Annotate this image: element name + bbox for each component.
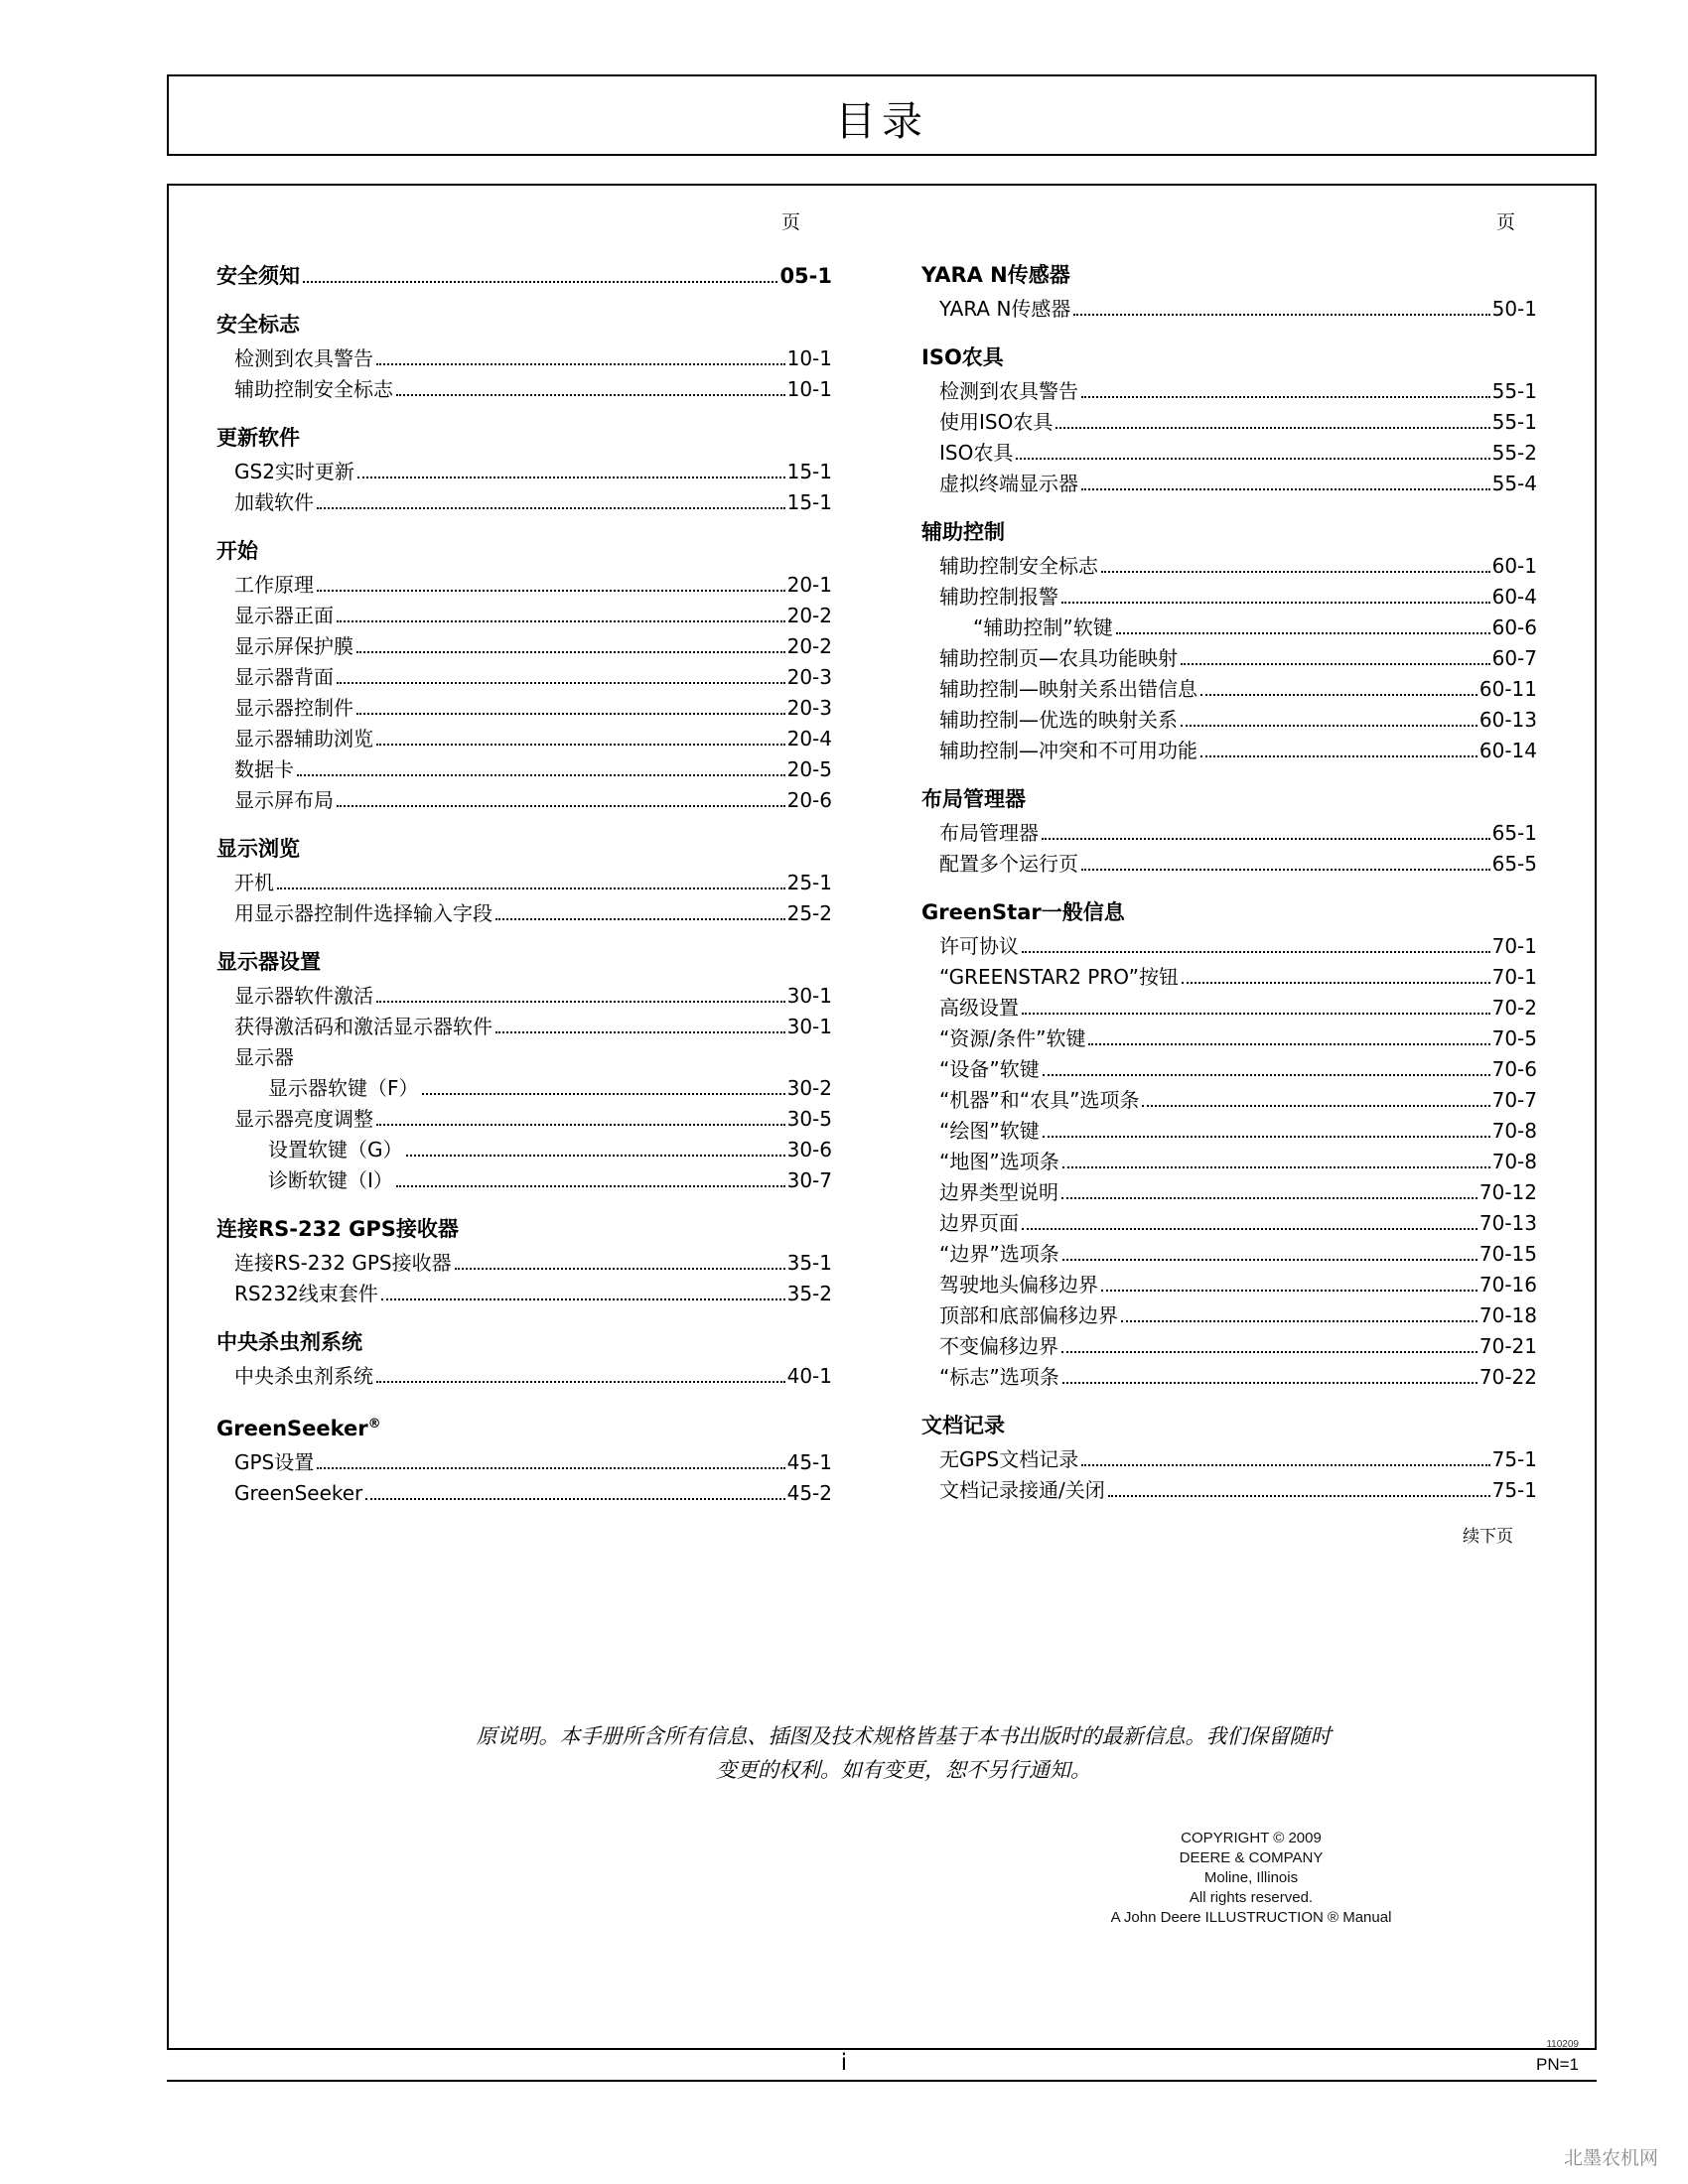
toc-entry-page: 70-8	[1491, 1119, 1537, 1143]
toc-entry-page: 70-13	[1478, 1211, 1537, 1235]
toc-entry-label: 开机	[234, 871, 274, 894]
toc-entry-page: 55-2	[1491, 441, 1537, 465]
toc-entry-page: 20-4	[786, 727, 832, 751]
dot-leader	[1116, 631, 1490, 634]
dot-leader	[1073, 313, 1489, 316]
dot-leader	[303, 280, 777, 283]
toc-entry-label: 显示器背面	[234, 665, 334, 689]
toc-heading-page: 05-1	[779, 264, 832, 288]
folio-number: i	[840, 2050, 848, 2076]
dot-leader	[1121, 1319, 1477, 1322]
toc-entry[interactable]	[216, 631, 832, 662]
toc-entry-page: 70-21	[1478, 1334, 1537, 1358]
toc-entry-label: 工作原理	[234, 573, 314, 597]
dot-leader	[277, 887, 785, 889]
dot-leader	[376, 362, 785, 365]
toc-entry-page: 15-1	[786, 460, 832, 483]
dot-leader	[356, 650, 785, 653]
toc-section-heading: 布局管理器	[921, 787, 1026, 811]
toc-entry-label: GreenSeeker	[234, 1481, 363, 1505]
toc-entry-page: 30-1	[786, 1015, 832, 1038]
toc-entry-page: 70-7	[1491, 1088, 1537, 1112]
toc-entry-page: 70-2	[1491, 996, 1537, 1020]
toc-entry[interactable]	[921, 1270, 1537, 1300]
toc-entry[interactable]	[921, 643, 1537, 674]
toc-entry[interactable]	[921, 438, 1537, 469]
title-box	[167, 74, 1597, 156]
toc-entry-page: 70-22	[1478, 1365, 1537, 1389]
toc-entry-label: 检测到农具警告	[234, 346, 373, 370]
toc-entry-page: 35-2	[786, 1282, 832, 1305]
toc-entry-label: “GREENSTAR2 PRO”按钮	[939, 965, 1180, 989]
dot-leader	[317, 589, 785, 592]
dot-leader	[396, 1184, 785, 1187]
toc-entry[interactable]	[216, 693, 832, 724]
copyright-block	[943, 1829, 1559, 1928]
toc-entry-page: 50-1	[1491, 297, 1537, 321]
toc-entry[interactable]	[216, 487, 832, 518]
toc-entry[interactable]	[921, 376, 1537, 407]
toc-entry[interactable]	[216, 1042, 832, 1073]
original-instructions-note: 原说明。本手册所含所有信息、插图及技术规格皆基于本书出版时的最新信息。我们保留随时变更的权利。如有变更，恕不另行通知。	[476, 1724, 1332, 1782]
dot-leader	[1061, 601, 1490, 604]
column-page-label-left: 页	[780, 211, 800, 233]
toc-group	[216, 310, 832, 405]
toc-entry-page: 20-3	[786, 665, 832, 689]
toc-entry[interactable]	[216, 343, 832, 374]
toc-entry-page: 55-1	[1491, 410, 1537, 434]
toc-entry[interactable]	[216, 601, 832, 631]
toc-entry[interactable]	[921, 1208, 1537, 1239]
toc-entry[interactable]	[921, 931, 1537, 962]
toc-entry[interactable]	[921, 962, 1537, 993]
toc-group	[216, 536, 832, 816]
toc-section-heading: 文档记录	[921, 1414, 1005, 1437]
dot-leader	[1055, 426, 1489, 429]
toc-entry[interactable]	[921, 582, 1537, 613]
toc-entry-page: 70-12	[1478, 1180, 1537, 1204]
toc-section-heading: GreenStar一般信息	[921, 900, 1125, 924]
dot-leader	[1062, 1381, 1477, 1384]
toc-group	[216, 1410, 832, 1509]
toc-entry-page: 35-1	[786, 1251, 832, 1275]
toc-entry[interactable]	[216, 898, 832, 929]
dot-leader	[1062, 1165, 1490, 1168]
toc-group	[921, 897, 1537, 1393]
toc-column-left	[216, 207, 832, 1509]
watermark: 北墨农机网	[1563, 2147, 1658, 2169]
dot-leader	[1081, 868, 1490, 871]
toc-entry[interactable]	[921, 1239, 1537, 1270]
toc-group	[216, 423, 832, 518]
toc-entry-label: 辅助控制安全标志	[234, 377, 393, 401]
dot-leader	[376, 1123, 785, 1126]
copyright-line: All rights reserved.	[1189, 1889, 1314, 1906]
toc-entry-label: 使用ISO农具	[939, 410, 1054, 434]
dot-leader	[357, 476, 785, 478]
dot-leader	[1088, 1042, 1489, 1045]
toc-entry-label: 检测到农具警告	[939, 379, 1078, 403]
dot-leader	[297, 1063, 830, 1064]
toc-entry-label: 不变偏移边界	[939, 1334, 1058, 1358]
dot-leader	[406, 1154, 785, 1157]
toc-column-right	[921, 207, 1537, 1547]
toc-entry-page: 70-1	[1491, 934, 1537, 958]
dot-leader	[365, 1497, 784, 1500]
toc-group	[921, 517, 1537, 766]
toc-entry-label: 诊断软键（I）	[268, 1168, 393, 1192]
toc-section-heading: 显示器设置	[216, 950, 321, 974]
toc-entry[interactable]	[921, 1362, 1537, 1393]
toc-entry[interactable]	[216, 1361, 832, 1392]
dot-leader	[1182, 981, 1490, 984]
toc-entry[interactable]	[216, 1447, 832, 1478]
toc-entry-label: 辅助控制安全标志	[939, 554, 1098, 578]
toc-entry-page: 20-5	[786, 757, 832, 781]
toc-entry-page: 70-15	[1478, 1242, 1537, 1266]
toc-entry-label: 数据卡	[234, 757, 294, 781]
dot-leader	[381, 1297, 785, 1300]
dot-leader	[1061, 1350, 1477, 1353]
part-number: PN=1	[1536, 2055, 1579, 2074]
toc-entry[interactable]	[921, 849, 1537, 880]
toc-entry-page: 70-1	[1491, 965, 1537, 989]
dot-leader	[495, 1030, 785, 1033]
toc-entry-page: 60-13	[1478, 708, 1537, 732]
dot-leader	[1101, 1289, 1477, 1292]
dot-leader	[1022, 950, 1490, 953]
toc-entry-label: 显示屏布局	[234, 788, 334, 812]
toc-entry[interactable]	[921, 1024, 1537, 1054]
toc-group	[216, 260, 832, 292]
toc-entry[interactable]	[921, 551, 1537, 582]
toc-entry-page: 30-1	[786, 984, 832, 1008]
toc-entry[interactable]	[921, 1116, 1537, 1147]
toc-content-frame	[167, 184, 1597, 2050]
dot-leader	[297, 773, 785, 776]
dot-leader	[376, 1380, 785, 1383]
toc-entry-label: 辅助控制页—农具功能映射	[939, 646, 1178, 670]
copyright-line: A John Deere ILLUSTRUCTION ® Manual	[1110, 1909, 1392, 1926]
toc-entry-label: “机器”和“农具”选项条	[939, 1088, 1140, 1112]
dot-leader	[1108, 1494, 1490, 1497]
toc-entry-label: 显示器控制件	[234, 696, 353, 720]
toc-entry-label: “资源/条件”软键	[939, 1026, 1086, 1050]
toc-entry-page: 15-1	[786, 490, 832, 514]
toc-group	[216, 1214, 832, 1309]
dot-leader	[1022, 1227, 1477, 1230]
toc-entry[interactable]	[216, 1104, 832, 1135]
toc-entry[interactable]	[921, 1300, 1537, 1331]
toc-entry-label: 显示器	[234, 1045, 294, 1069]
column-page-label-right: 页	[1495, 211, 1515, 233]
dot-leader	[1061, 1196, 1477, 1199]
dot-leader	[495, 917, 785, 920]
toc-heading-entry[interactable]	[216, 260, 832, 292]
dot-leader	[337, 681, 785, 684]
toc-entry[interactable]	[921, 469, 1537, 499]
toc-entry-label: 驾驶地头偏移边界	[939, 1273, 1098, 1297]
toc-entry[interactable]	[921, 407, 1537, 438]
toc-entry-label: 布局管理器	[939, 821, 1039, 845]
toc-entry-page: 70-8	[1491, 1150, 1537, 1173]
toc-entry-page: 30-7	[786, 1168, 832, 1192]
toc-entry[interactable]	[216, 1248, 832, 1279]
toc-entry[interactable]	[921, 613, 1537, 643]
toc-entry-page: 20-6	[786, 788, 832, 812]
dot-leader	[1200, 693, 1477, 696]
dot-leader	[1043, 1073, 1490, 1076]
toc-entry[interactable]	[921, 993, 1537, 1024]
dot-leader	[1081, 395, 1490, 398]
toc-entry[interactable]	[216, 374, 832, 405]
toc-entry-page: 70-6	[1491, 1057, 1537, 1081]
toc-section-heading: 更新软件	[216, 426, 300, 450]
print-code: 110209	[1546, 2039, 1579, 2050]
toc-entry-label: 配置多个运行页	[939, 852, 1078, 876]
toc-entry[interactable]	[921, 1475, 1537, 1506]
toc-entry-page: 70-18	[1478, 1303, 1537, 1327]
toc-entry-label: “标志”选项条	[939, 1365, 1059, 1389]
toc-entry-label: 文档记录接通/关闭	[939, 1478, 1105, 1502]
dot-leader	[317, 1466, 784, 1469]
toc-entry-page: 20-2	[786, 604, 832, 627]
toc-entry[interactable]	[216, 754, 832, 785]
toc-entry-page: 45-1	[786, 1450, 832, 1474]
toc-entry-page: 30-2	[786, 1076, 832, 1100]
toc-group	[216, 1327, 832, 1392]
toc-entry-page: 60-4	[1491, 585, 1537, 609]
toc-entry-label: 许可协议	[939, 934, 1019, 958]
toc-entry[interactable]	[921, 736, 1537, 766]
dot-leader	[422, 1092, 785, 1095]
toc-entry-label: “设备”软键	[939, 1057, 1040, 1081]
toc-entry-page: 60-11	[1478, 677, 1537, 701]
toc-group	[921, 784, 1537, 880]
toc-entry-page: 60-1	[1491, 554, 1537, 578]
toc-entry-label: GS2实时更新	[234, 460, 354, 483]
registered-mark: ®	[367, 1417, 381, 1432]
toc-group	[921, 260, 1537, 325]
dot-leader	[1062, 1258, 1477, 1261]
toc-entry[interactable]	[216, 662, 832, 693]
toc-entry-label: 辅助控制—冲突和不可用功能	[939, 739, 1197, 762]
toc-entry-label: 显示器辅助浏览	[234, 727, 373, 751]
toc-group	[921, 342, 1537, 499]
toc-entry[interactable]	[216, 1165, 832, 1196]
toc-entry-label: GPS设置	[234, 1450, 315, 1474]
toc-entry[interactable]	[216, 981, 832, 1012]
dot-leader	[1022, 1012, 1490, 1015]
footer-rule	[167, 2080, 1597, 2082]
toc-entry-page: 60-7	[1491, 646, 1537, 670]
toc-section-heading: 显示浏览	[216, 837, 300, 861]
toc-entry-page: 25-1	[786, 871, 832, 894]
toc-entry[interactable]	[216, 457, 832, 487]
toc-entry-label: “边界”选项条	[939, 1242, 1059, 1266]
toc-entry[interactable]	[216, 570, 832, 601]
toc-entries-left	[216, 260, 832, 1509]
dot-leader	[455, 1267, 785, 1270]
toc-section-heading: YARA N传感器	[921, 263, 1070, 287]
toc-section-heading: ISO农具	[921, 345, 1004, 369]
toc-entry[interactable]	[921, 705, 1537, 736]
dot-leader	[396, 393, 785, 396]
toc-entry-label: 中央杀虫剂系统	[234, 1364, 373, 1388]
toc-entry-page: 75-1	[1491, 1478, 1537, 1502]
toc-entry-label: 高级设置	[939, 996, 1019, 1020]
toc-entry-label: 显示器软件激活	[234, 984, 373, 1008]
toc-entry[interactable]	[921, 674, 1537, 705]
toc-entry-page: 65-1	[1491, 821, 1537, 845]
toc-entry-page: 10-1	[786, 346, 832, 370]
toc-entries-right	[921, 260, 1537, 1506]
toc-entry-label: ISO农具	[939, 441, 1014, 465]
dot-leader	[1200, 754, 1477, 757]
toc-entry-label: RS232线束套件	[234, 1282, 378, 1305]
toc-entry-page: 40-1	[786, 1364, 832, 1388]
page-title: 目录	[835, 97, 928, 145]
toc-entry-page: 55-4	[1491, 472, 1537, 495]
toc-section-heading: 连接RS-232 GPS接收器	[216, 1217, 459, 1241]
toc-entry[interactable]	[216, 1135, 832, 1165]
toc-entry-label: “地图”选项条	[939, 1150, 1059, 1173]
dot-leader	[1042, 837, 1490, 840]
toc-entry-page: 20-1	[786, 573, 832, 597]
toc-section-heading: 开始	[216, 539, 258, 563]
dot-leader	[1181, 724, 1477, 727]
toc-entry-label: 辅助控制—优选的映射关系	[939, 708, 1178, 732]
copyright-line: Moline, Illinois	[1203, 1869, 1299, 1886]
toc-entry[interactable]	[921, 1085, 1537, 1116]
toc-entry-page: 70-16	[1478, 1273, 1537, 1297]
toc-entry-page: 20-3	[786, 696, 832, 720]
dot-leader	[1043, 1135, 1490, 1138]
toc-entry[interactable]	[921, 294, 1537, 325]
toc-entry[interactable]	[921, 1177, 1537, 1208]
toc-entry-label: 显示器正面	[234, 604, 334, 627]
toc-entry-label: YARA N传感器	[939, 297, 1071, 321]
dot-leader	[376, 743, 785, 746]
toc-heading-label: 安全须知	[216, 264, 300, 288]
toc-entry-page: 45-2	[786, 1481, 832, 1505]
toc-entry[interactable]	[216, 868, 832, 898]
dot-leader	[1142, 1104, 1489, 1107]
toc-entry-page: 60-14	[1478, 739, 1537, 762]
toc-entry[interactable]	[921, 1331, 1537, 1362]
toc-entry-label: 虚拟终端显示器	[939, 472, 1078, 495]
toc-entry[interactable]	[921, 1054, 1537, 1085]
toc-entry-label: “辅助控制”软键	[973, 615, 1113, 639]
toc-entry-label: 显示屏保护膜	[234, 634, 353, 658]
toc-entry-label: 边界页面	[939, 1211, 1019, 1235]
dot-leader	[1081, 487, 1490, 490]
toc-entry[interactable]	[216, 724, 832, 754]
toc-entry-page: 10-1	[786, 377, 832, 401]
toc-section-heading: 辅助控制	[921, 520, 1005, 544]
dot-leader	[1101, 570, 1490, 573]
toc-entry-label: 顶部和底部偏移边界	[939, 1303, 1118, 1327]
dot-leader	[1081, 1463, 1489, 1466]
toc-entry-page: 65-5	[1491, 852, 1537, 876]
toc-entry-label: 连接RS-232 GPS接收器	[234, 1251, 452, 1275]
toc-entry-page: 30-6	[786, 1138, 832, 1161]
toc-entry-label: 设置软键（G）	[268, 1138, 403, 1161]
toc-entry-page: 25-2	[786, 901, 832, 925]
toc-entry-page: 30-5	[786, 1107, 832, 1131]
dot-leader	[317, 506, 785, 509]
toc-entry-page: 70-5	[1491, 1026, 1537, 1050]
toc-entry-label: 显示器亮度调整	[234, 1107, 373, 1131]
toc-section-heading: GreenSeeker®	[216, 1417, 381, 1440]
toc-section-heading: 安全标志	[216, 313, 300, 337]
toc-entry-label: 用显示器控制件选择输入字段	[234, 901, 492, 925]
dot-leader	[356, 712, 785, 715]
copyright-line: COPYRIGHT © 2009	[1181, 1830, 1322, 1846]
toc-entry[interactable]	[216, 1279, 832, 1309]
toc-entry-label: 辅助控制报警	[939, 585, 1058, 609]
toc-entry-page: 55-1	[1491, 379, 1537, 403]
continued-note: 续下页	[1463, 1527, 1513, 1547]
toc-entry[interactable]	[216, 785, 832, 816]
toc-entry[interactable]	[921, 1444, 1537, 1475]
toc-entry-label: 边界类型说明	[939, 1180, 1058, 1204]
toc-entry[interactable]	[216, 1478, 832, 1509]
toc-group	[216, 834, 832, 929]
dot-leader	[376, 1000, 785, 1003]
toc-entry-label: 辅助控制—映射关系出错信息	[939, 677, 1197, 701]
toc-entry[interactable]	[216, 1012, 832, 1042]
toc-section-heading: 中央杀虫剂系统	[216, 1330, 362, 1354]
toc-entry[interactable]	[921, 1147, 1537, 1177]
dot-leader	[337, 804, 785, 807]
copyright-line: DEERE & COMPANY	[1179, 1849, 1324, 1866]
dot-leader	[1181, 662, 1490, 665]
toc-entry[interactable]	[921, 818, 1537, 849]
toc-entry-label: 显示器软键（F）	[268, 1076, 419, 1100]
dot-leader	[1016, 457, 1489, 460]
toc-group	[921, 1411, 1537, 1506]
toc-entry[interactable]	[216, 1073, 832, 1104]
toc-group	[216, 947, 832, 1196]
toc-entry-page: 60-6	[1491, 615, 1537, 639]
toc-entry-page: 20-2	[786, 634, 832, 658]
toc-entry-page: 75-1	[1491, 1447, 1537, 1471]
toc-entry-label: “绘图”软键	[939, 1119, 1040, 1143]
toc-entry-label: 获得激活码和激活显示器软件	[234, 1015, 492, 1038]
dot-leader	[337, 619, 785, 622]
toc-entry-label: 加载软件	[234, 490, 314, 514]
toc-entry-label: 无GPS文档记录	[939, 1447, 1079, 1471]
